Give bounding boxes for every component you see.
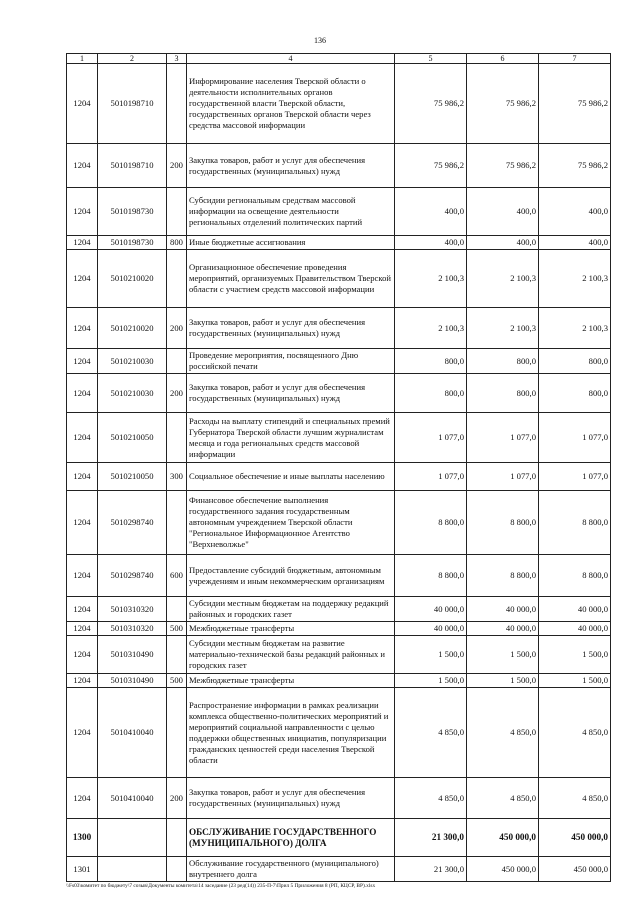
expense-type-cell: 200 xyxy=(167,144,187,188)
table-body xyxy=(67,64,611,882)
section-code-cell: 1204 xyxy=(67,308,98,349)
amount-year-2-cell: 40 000,0 xyxy=(467,597,539,622)
amount-year-1-cell: 1 077,0 xyxy=(395,413,467,463)
amount-year-3-cell: 1 500,0 xyxy=(539,636,611,674)
target-article-cell: 5010310320 xyxy=(98,597,167,622)
item-name-cell: Межбюджетные трансферты xyxy=(187,674,395,688)
expense-type-cell xyxy=(167,64,187,144)
table-row xyxy=(67,308,611,349)
amount-year-3-cell: 40 000,0 xyxy=(539,622,611,636)
column-header-3: 3 xyxy=(167,54,187,64)
amount-year-2-cell: 4 850,0 xyxy=(467,778,539,819)
amount-year-2-cell: 2 100,3 xyxy=(467,308,539,349)
amount-year-1-cell: 400,0 xyxy=(395,236,467,250)
target-article-cell: 5010410040 xyxy=(98,688,167,778)
amount-year-1-cell: 2 100,3 xyxy=(395,308,467,349)
target-article-cell xyxy=(98,857,167,882)
table-row xyxy=(67,236,611,250)
amount-year-2-cell: 40 000,0 xyxy=(467,622,539,636)
item-name-cell: Иные бюджетные ассигнования xyxy=(187,236,395,250)
item-name-cell: Социальное обеспечение и иные выплаты населению xyxy=(187,463,395,491)
header-row xyxy=(67,54,611,64)
amount-year-1-cell: 800,0 xyxy=(395,349,467,374)
target-article-cell: 5010410040 xyxy=(98,778,167,819)
amount-year-1-cell: 75 986,2 xyxy=(395,64,467,144)
amount-year-1-cell: 40 000,0 xyxy=(395,622,467,636)
section-code-cell: 1204 xyxy=(67,236,98,250)
amount-year-3-cell: 800,0 xyxy=(539,374,611,413)
expense-type-cell: 300 xyxy=(167,463,187,491)
column-header-5: 5 xyxy=(395,54,467,64)
amount-year-2-cell: 400,0 xyxy=(467,188,539,236)
amount-year-2-cell: 4 850,0 xyxy=(467,688,539,778)
target-article-cell: 5010298740 xyxy=(98,491,167,555)
column-header-4: 4 xyxy=(187,54,395,64)
expense-type-cell: 200 xyxy=(167,778,187,819)
target-article-cell: 5010210050 xyxy=(98,463,167,491)
table-row xyxy=(67,188,611,236)
expense-type-cell xyxy=(167,250,187,308)
section-code-cell: 1204 xyxy=(67,463,98,491)
expense-type-cell xyxy=(167,188,187,236)
target-article-cell: 5010210050 xyxy=(98,413,167,463)
item-name-cell: Предоставление субсидий бюджетным, автономным учреждениям и иным некоммерческим организациям xyxy=(187,555,395,597)
amount-year-2-cell: 800,0 xyxy=(467,349,539,374)
target-article-cell: 5010298740 xyxy=(98,555,167,597)
amount-year-1-cell: 2 100,3 xyxy=(395,250,467,308)
expense-type-cell xyxy=(167,688,187,778)
budget-table xyxy=(66,53,611,882)
column-header-6: 6 xyxy=(467,54,539,64)
amount-year-2-cell: 800,0 xyxy=(467,374,539,413)
section-code-cell: 1300 xyxy=(67,819,98,857)
item-name-cell: Закупка товаров, работ и услуг для обеспечения государственных (муниципальных) нужд xyxy=(187,144,395,188)
amount-year-1-cell: 400,0 xyxy=(395,188,467,236)
target-article-cell: 5010210030 xyxy=(98,349,167,374)
expense-type-cell xyxy=(167,819,187,857)
expense-type-cell: 600 xyxy=(167,555,187,597)
amount-year-2-cell: 8 800,0 xyxy=(467,555,539,597)
item-name-cell: Организационное обеспечение проведения мероприятий, организуемых Правительством Тверской области с участием средств массовой информации xyxy=(187,250,395,308)
table-row xyxy=(67,374,611,413)
table-row xyxy=(67,674,611,688)
target-article-cell: 5010210030 xyxy=(98,374,167,413)
item-name-cell: Расходы на выплату стипендий и специальных премий Губернатора Тверской области лучшим журналистам месяца и года региональных средств массовой информации xyxy=(187,413,395,463)
amount-year-1-cell: 4 850,0 xyxy=(395,688,467,778)
amount-year-3-cell: 40 000,0 xyxy=(539,597,611,622)
target-article-cell: 5010310490 xyxy=(98,636,167,674)
amount-year-2-cell: 2 100,3 xyxy=(467,250,539,308)
amount-year-3-cell: 1 077,0 xyxy=(539,463,611,491)
table-row xyxy=(67,144,611,188)
amount-year-3-cell: 4 850,0 xyxy=(539,688,611,778)
expense-type-cell: 500 xyxy=(167,674,187,688)
section-code-cell: 1204 xyxy=(67,413,98,463)
section-code-cell: 1204 xyxy=(67,349,98,374)
expense-type-cell: 200 xyxy=(167,374,187,413)
item-name-cell: Субсидии местным бюджетам на поддержку редакций районных и городских газет xyxy=(187,597,395,622)
section-code-cell: 1204 xyxy=(67,597,98,622)
expense-type-cell: 800 xyxy=(167,236,187,250)
amount-year-2-cell: 75 986,2 xyxy=(467,144,539,188)
target-article-cell: 5010210020 xyxy=(98,308,167,349)
amount-year-3-cell: 4 850,0 xyxy=(539,778,611,819)
target-article-cell: 5010198730 xyxy=(98,236,167,250)
item-name-cell: Закупка товаров, работ и услуг для обеспечения государственных (муниципальных) нужд xyxy=(187,374,395,413)
amount-year-2-cell: 400,0 xyxy=(467,236,539,250)
table-row xyxy=(67,555,611,597)
amount-year-1-cell: 1 500,0 xyxy=(395,674,467,688)
section-code-cell: 1204 xyxy=(67,688,98,778)
target-article-cell: 5010198710 xyxy=(98,64,167,144)
amount-year-1-cell: 40 000,0 xyxy=(395,597,467,622)
target-article-cell: 5010210020 xyxy=(98,250,167,308)
expense-type-cell xyxy=(167,349,187,374)
amount-year-1-cell: 800,0 xyxy=(395,374,467,413)
target-article-cell xyxy=(98,819,167,857)
amount-year-3-cell: 75 986,2 xyxy=(539,144,611,188)
amount-year-3-cell: 400,0 xyxy=(539,188,611,236)
amount-year-2-cell: 1 077,0 xyxy=(467,413,539,463)
item-name-cell: Проведение мероприятия, посвященного Дню российской печати xyxy=(187,349,395,374)
section-code-cell: 1204 xyxy=(67,250,98,308)
column-header-7: 7 xyxy=(539,54,611,64)
amount-year-3-cell: 2 100,3 xyxy=(539,308,611,349)
expense-type-cell xyxy=(167,857,187,882)
table-row xyxy=(67,819,611,857)
amount-year-3-cell: 2 100,3 xyxy=(539,250,611,308)
footer-file-path: \\Fs03\комитет по бюджету\7 созыв\Документы комитета\14 заседание (23 ред(14)) 235-П-7\Прил 5 Приложения 8 (РП, КЦСР, ВР).xlsx xyxy=(66,883,376,889)
table-row xyxy=(67,597,611,622)
amount-year-2-cell: 1 077,0 xyxy=(467,463,539,491)
expense-type-cell xyxy=(167,491,187,555)
item-name-cell: Распространение информации в рамках реализации комплекса общественно-политических мероприятий и мероприятий социальной направленности с целью поддержки общественных инициатив, популяризации гражданских ценностей среди населения Тверской области xyxy=(187,688,395,778)
amount-year-3-cell: 1 077,0 xyxy=(539,413,611,463)
table-row xyxy=(67,64,611,144)
amount-year-1-cell: 1 077,0 xyxy=(395,463,467,491)
amount-year-2-cell: 450 000,0 xyxy=(467,857,539,882)
amount-year-2-cell: 1 500,0 xyxy=(467,674,539,688)
page-number: 136 xyxy=(314,36,326,45)
amount-year-1-cell: 21 300,0 xyxy=(395,857,467,882)
table-row xyxy=(67,636,611,674)
target-article-cell: 5010310320 xyxy=(98,622,167,636)
section-code-cell: 1204 xyxy=(67,144,98,188)
item-name-cell: Субсидии местным бюджетам на развитие материально-технической базы редакций районных и городских газет xyxy=(187,636,395,674)
section-code-cell: 1204 xyxy=(67,555,98,597)
expense-type-cell: 200 xyxy=(167,308,187,349)
table-row xyxy=(67,622,611,636)
section-code-cell: 1301 xyxy=(67,857,98,882)
amount-year-3-cell: 8 800,0 xyxy=(539,555,611,597)
item-name-cell: Закупка товаров, работ и услуг для обеспечения государственных (муниципальных) нужд xyxy=(187,778,395,819)
section-code-cell: 1204 xyxy=(67,64,98,144)
table-row xyxy=(67,778,611,819)
amount-year-3-cell: 800,0 xyxy=(539,349,611,374)
amount-year-3-cell: 75 986,2 xyxy=(539,64,611,144)
item-name-cell: Субсидии региональным средствам массовой информации на освещение деятельности региональных отделений политических партий xyxy=(187,188,395,236)
expense-type-cell xyxy=(167,636,187,674)
table-row xyxy=(67,250,611,308)
table-row xyxy=(67,349,611,374)
item-name-cell: Закупка товаров, работ и услуг для обеспечения государственных (муниципальных) нужд xyxy=(187,308,395,349)
column-header-2: 2 xyxy=(98,54,167,64)
table-row xyxy=(67,688,611,778)
section-code-cell: 1204 xyxy=(67,778,98,819)
item-name-cell: Обслуживание государственного (муниципального) внутреннего долга xyxy=(187,857,395,882)
target-article-cell: 5010198730 xyxy=(98,188,167,236)
section-code-cell: 1204 xyxy=(67,636,98,674)
amount-year-2-cell: 1 500,0 xyxy=(467,636,539,674)
column-header-1: 1 xyxy=(67,54,98,64)
section-code-cell: 1204 xyxy=(67,374,98,413)
section-code-cell: 1204 xyxy=(67,622,98,636)
section-code-cell: 1204 xyxy=(67,491,98,555)
table-row xyxy=(67,857,611,882)
target-article-cell: 5010310490 xyxy=(98,674,167,688)
expense-type-cell: 500 xyxy=(167,622,187,636)
section-code-cell: 1204 xyxy=(67,674,98,688)
item-name-cell: Финансовое обеспечение выполнения государственного задания государственным автономным учреждением Тверской области "Региональное Информационное Агентство "Верхневолжье" xyxy=(187,491,395,555)
item-name-cell: ОБСЛУЖИВАНИЕ ГОСУДАРСТВЕННОГО (МУНИЦИПАЛЬНОГО) ДОЛГА xyxy=(187,819,395,857)
amount-year-3-cell: 8 800,0 xyxy=(539,491,611,555)
amount-year-1-cell: 1 500,0 xyxy=(395,636,467,674)
amount-year-3-cell: 450 000,0 xyxy=(539,819,611,857)
table-row xyxy=(67,463,611,491)
amount-year-3-cell: 1 500,0 xyxy=(539,674,611,688)
amount-year-1-cell: 75 986,2 xyxy=(395,144,467,188)
amount-year-2-cell: 75 986,2 xyxy=(467,64,539,144)
amount-year-2-cell: 450 000,0 xyxy=(467,819,539,857)
item-name-cell: Межбюджетные трансферты xyxy=(187,622,395,636)
amount-year-1-cell: 8 800,0 xyxy=(395,491,467,555)
amount-year-1-cell: 21 300,0 xyxy=(395,819,467,857)
target-article-cell: 5010198710 xyxy=(98,144,167,188)
amount-year-3-cell: 400,0 xyxy=(539,236,611,250)
section-code-cell: 1204 xyxy=(67,188,98,236)
item-name-cell: Информирование населения Тверской области о деятельности исполнительных органов государственной власти Тверской области, государственных органов Тверской области через средства массовой информации xyxy=(187,64,395,144)
amount-year-2-cell: 8 800,0 xyxy=(467,491,539,555)
expense-type-cell xyxy=(167,597,187,622)
table-row xyxy=(67,491,611,555)
expense-type-cell xyxy=(167,413,187,463)
amount-year-1-cell: 4 850,0 xyxy=(395,778,467,819)
amount-year-1-cell: 8 800,0 xyxy=(395,555,467,597)
table-row xyxy=(67,413,611,463)
amount-year-3-cell: 450 000,0 xyxy=(539,857,611,882)
